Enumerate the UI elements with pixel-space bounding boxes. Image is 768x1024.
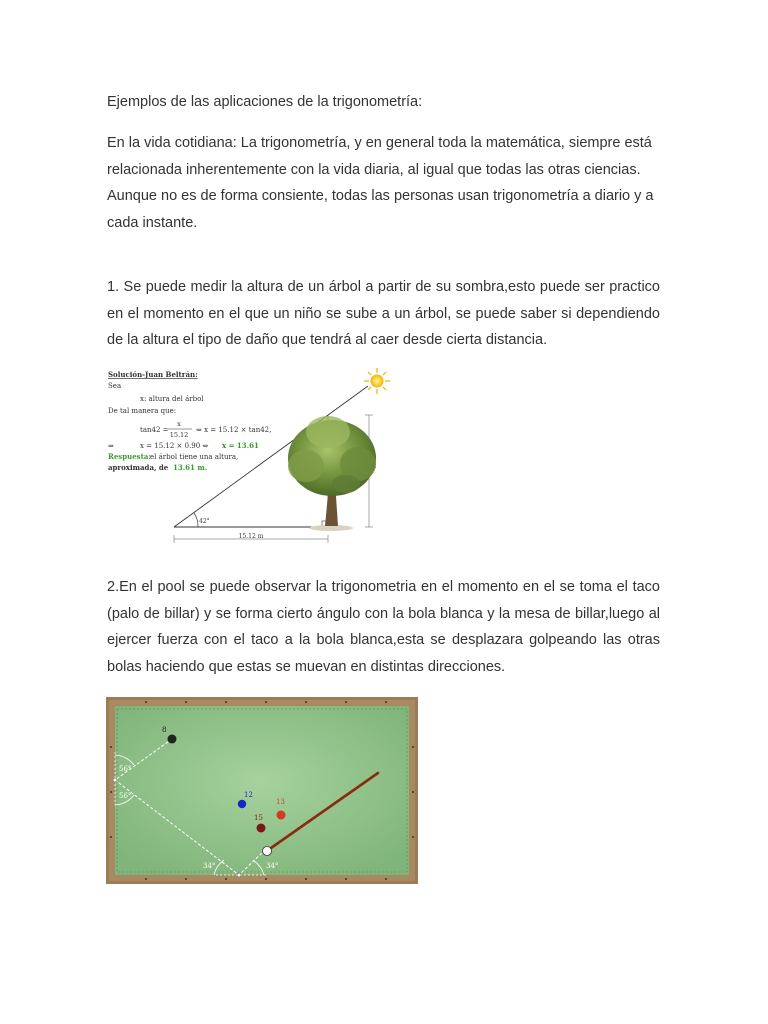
angle-label-left-34: 34° (203, 862, 216, 870)
answer-value: 13.61 m. (173, 463, 208, 472)
angle-label-right-34: 34° (266, 862, 279, 870)
angle-label: 42° (199, 518, 210, 525)
ball-12-label: 12 (244, 791, 253, 799)
sea-label: Sea (108, 382, 122, 390)
bounce-point-left (113, 778, 117, 782)
solution-title: Solución-Juan Beltrán: (108, 370, 198, 379)
example-1-paragraph: 1. Se puede medir la altura de un árbol a partir de su sombra,esto puede ser practico en el momento en el que un niño se sube a un árbol, se puede saber si dependiendo de la altura el tipo de daño que tendrá al caer desde cierta distancia. (107, 279, 660, 348)
ball-15-label: 15 (254, 814, 263, 822)
equation-1-right: ⇔ x = 15.12 × tan42, (196, 426, 272, 434)
ball-8-label: 8 (162, 726, 167, 734)
cue-ball (263, 847, 272, 856)
implies-arrow: ⇒ (108, 442, 114, 450)
bounce-point-bottom (237, 873, 241, 877)
equation-2-result: x = 13.61 (222, 441, 259, 450)
table-felt (115, 706, 409, 875)
sun-icon (364, 368, 390, 394)
page-heading: Ejemplos de las aplicaciones de la trigonometría: (107, 94, 423, 110)
variable-definition: x: altura del árbol (140, 395, 204, 403)
example-2-paragraph: 2.En el pool se puede observar la trigonometria en el momento en el se toma el taco (palo de billar) y se forma cierto ángulo con la bola blanca y la mesa de billar,luego al ejercer fuerza con el taco a la bola blanca,esta se desplazara golpeando las otras bolas haciendo que estas se muevan en distintas direcciones. (107, 579, 660, 675)
ball-13-label: 13 (276, 798, 285, 806)
tree-shadow-figure (106, 366, 396, 548)
angle-label-bottom: 56° (119, 792, 132, 800)
equation-1-left: tan42 = (140, 426, 169, 434)
angle-arc (194, 513, 198, 527)
equation-2-left: x = 15.12 × 0.90 ⇔ (140, 442, 209, 450)
answer-line-2: aproximada, de (108, 463, 169, 472)
de-tal-manera: De tal manera que: (108, 407, 177, 415)
intro-paragraph: En la vida cotidiana: La trigonometría, y en general toda la matemática, siempre está relacionada inherentemente con la vida diaria, al igual que todas las otras ciencias. Aunque no es de forma consiente, todas las personas usan trigonometría a diario y a cada instante. (107, 135, 654, 231)
fraction-denominator: 15.12 (169, 431, 189, 439)
angle-label-top: 56° (119, 765, 132, 773)
answer-text: el árbol tiene una altura, (150, 453, 239, 461)
fraction-numerator: x (177, 420, 181, 428)
answer-label: Respuesta: (108, 452, 151, 461)
base-label: 15.12 m (238, 533, 264, 540)
tree-illustration (288, 416, 376, 531)
pool-table-figure (106, 697, 418, 884)
